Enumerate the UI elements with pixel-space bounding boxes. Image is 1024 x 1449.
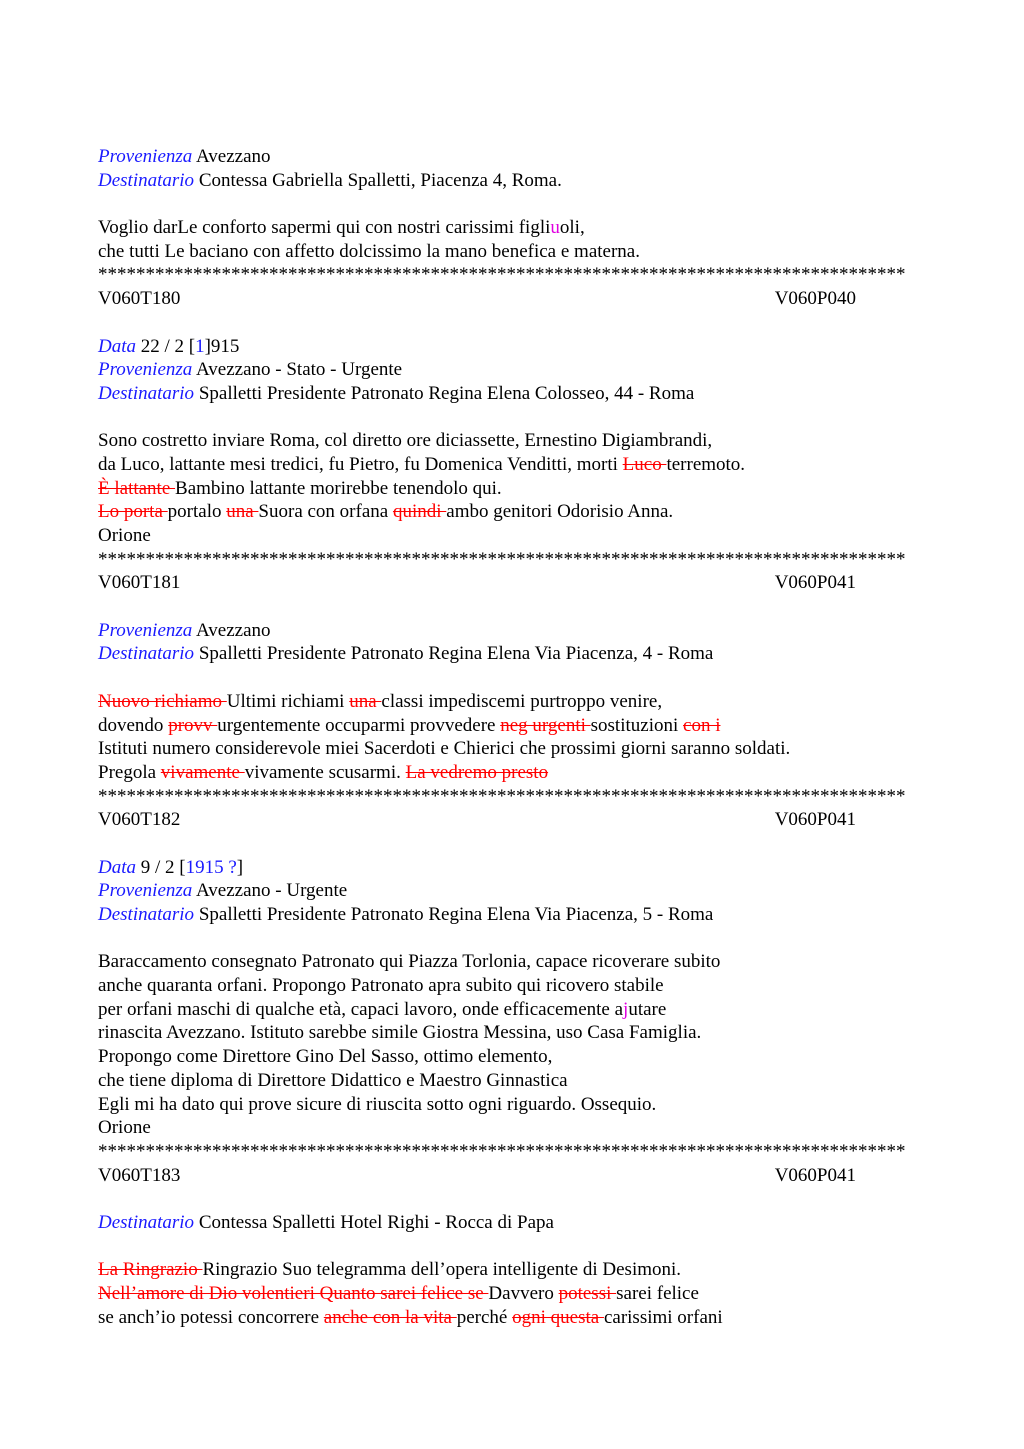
deleted-text: anche con la vita xyxy=(323,1306,457,1328)
destinatario-line xyxy=(98,903,938,927)
text-line: Lo porta portalo una Suora con orfana quindi ambo genitori Odorisio Anna. xyxy=(98,501,674,523)
provenienza-label: Provenienza xyxy=(98,619,193,641)
destinatario-line xyxy=(98,169,938,193)
deleted-text: ogni questa xyxy=(512,1306,604,1328)
text-line: dovendo provv urgentemente occuparmi provvedere neg urgenti sostituzioni con i xyxy=(98,714,721,736)
deleted-text: Luco xyxy=(622,453,667,475)
document-codes xyxy=(98,1164,856,1188)
editorial-insertion: 1915 ? xyxy=(185,856,237,878)
page-code: V060P040 xyxy=(774,288,856,310)
text-line: Egli mi ha dato qui prove sicure di riuscita sotto ogni riguardo. Ossequio. xyxy=(98,1093,657,1115)
provenienza-line xyxy=(98,879,938,903)
text-line: rinascita Avezzano. Istituto sarebbe simile Giostra Messina, uso Casa Famiglia. xyxy=(98,1022,702,1044)
destinatario-line xyxy=(98,1211,938,1235)
separator: ************************************************************************************* xyxy=(98,785,906,807)
document-body xyxy=(98,145,938,1329)
inserted-letter: j xyxy=(623,998,629,1020)
destinatario-value: Spalletti Presidente Patronato Regina Elena Via Piacenza, 4 - Roma xyxy=(198,643,714,665)
deleted-text: quindi xyxy=(392,501,447,523)
text-line: Sono costretto inviare Roma, col diretto ore diciassette, Ernestino Digiambrandi, xyxy=(98,430,713,452)
destinatario-label: Destinatario xyxy=(98,169,195,191)
provenienza-value: Avezzano xyxy=(195,146,271,167)
separator: ************************************************************************************* xyxy=(98,548,906,570)
destinatario-label: Destinatario xyxy=(98,382,195,404)
editorial-insertion: 1 xyxy=(195,335,205,357)
separator: ************************************************************************************* xyxy=(98,264,906,286)
provenienza-line xyxy=(98,619,938,643)
document-codes xyxy=(98,287,856,311)
deleted-text: neg urgenti xyxy=(500,714,591,736)
text-line: che tutti Le baciano con affetto dolcissimo la mano benefica e materna. xyxy=(98,240,640,262)
text-line: se anch’io potessi concorrere anche con la vita perché ogni questa carissimi orfani xyxy=(98,1306,723,1328)
destinatario-label: Destinatario xyxy=(98,904,195,925)
document-codes xyxy=(98,808,856,832)
page-code: V060P041 xyxy=(774,809,856,831)
text-line: Voglio darLe conforto sapermi qui con nostri carissimi figliuoli, xyxy=(98,217,585,239)
provenienza-label: Provenienza xyxy=(98,880,193,902)
text-line: da Luco, lattante mesi tredici, fu Pietro, fu Domenica Venditti, morti Luco terremoto. xyxy=(98,453,746,475)
data-line: Data 22 / 2 [1]915 xyxy=(98,335,240,357)
text-line: Nell’amore di Dio volentieri Quanto sarei felice se Davvero potessi sarei felice xyxy=(98,1283,699,1304)
separator: ************************************************************************************* xyxy=(98,1140,906,1162)
text-line: La Ringrazio Ringrazio Suo telegramma dell’opera intelligente di Desimoni. xyxy=(98,1259,682,1281)
text-line: anche quaranta orfani. Propongo Patronato apra subito qui ricovero stabile xyxy=(98,975,664,997)
destinatario-value: Contessa Spalletti Hotel Righi - Rocca di Papa xyxy=(198,1211,554,1233)
provenienza-value: Avezzano xyxy=(195,619,271,641)
text-line: È lattante Bambino lattante morirebbe tenendolo qui. xyxy=(98,477,502,499)
provenienza-value: Avezzano - Stato - Urgente xyxy=(195,359,403,381)
deleted-text: una xyxy=(349,690,382,712)
deleted-text: vivamente xyxy=(160,761,245,783)
deleted-text: provv xyxy=(168,714,218,736)
page-code: V060P041 xyxy=(774,572,856,594)
deleted-text: La vedremo presto xyxy=(405,761,549,783)
provenienza-line xyxy=(98,358,938,382)
text-line: Pregola vivamente vivamente scusarmi. La vedremo presto xyxy=(98,761,549,783)
text-line: che tiene diploma di Direttore Didattico e Maestro Ginnastica xyxy=(98,1069,568,1091)
destinatario-value: Spalletti Presidente Patronato Regina Elena Via Piacenza, 5 - Roma xyxy=(198,904,714,925)
document-codes xyxy=(98,571,856,595)
signature: Orione xyxy=(98,1117,151,1139)
deleted-text: La Ringrazio xyxy=(98,1259,203,1281)
telegram-code: V060T181 xyxy=(98,572,181,594)
destinatario-line xyxy=(98,642,938,666)
deleted-text: È lattante xyxy=(98,477,176,499)
page-code: V060P041 xyxy=(774,1164,856,1186)
text-line: Nuovo richiamo Ultimi richiami una classi impediscemi purtroppo venire, xyxy=(98,690,663,712)
deleted-text: una xyxy=(226,501,259,523)
signature: Orione xyxy=(98,525,151,546)
text-line: Istituti numero considerevole miei Sacerdoti e Chierici che prossimi giorni saranno soldati. xyxy=(98,738,791,760)
data-label: Data xyxy=(98,856,136,878)
destinatario-value: Spalletti Presidente Patronato Regina Elena Colosseo, 44 - Roma xyxy=(198,382,695,404)
provenienza-label: Provenienza xyxy=(98,146,193,167)
text-line: Baraccamento consegnato Patronato qui Piazza Torlonia, capace ricoverare subito xyxy=(98,951,721,973)
destinatario-label: Destinatario xyxy=(98,1211,195,1233)
destinatario-line xyxy=(98,382,938,406)
inserted-letter: u xyxy=(550,217,560,239)
data-line: Data 9 / 2 [1915 ?] xyxy=(98,856,244,878)
telegram-code: V060T183 xyxy=(98,1164,181,1186)
deleted-text: Nell’amore di Dio volentieri Quanto sarei felice se xyxy=(98,1283,489,1304)
deleted-text: con i xyxy=(683,714,721,736)
telegram-code: V060T180 xyxy=(98,288,181,310)
destinatario-label: Destinatario xyxy=(98,643,195,665)
text-line: Propongo come Direttore Gino Del Sasso, ottimo elemento, xyxy=(98,1046,553,1068)
provenienza-value: Avezzano - Urgente xyxy=(195,880,348,902)
deleted-text: Nuovo richiamo xyxy=(98,690,227,712)
data-label: Data xyxy=(98,335,136,357)
text-line: per orfani maschi di qualche età, capaci lavoro, onde efficacemente ajutare xyxy=(98,998,667,1020)
destinatario-value: Contessa Gabriella Spalletti, Piacenza 4, Roma. xyxy=(198,169,562,191)
provenienza-label: Provenienza xyxy=(98,359,193,381)
deleted-text: potessi xyxy=(558,1283,617,1304)
deleted-text: Lo porta xyxy=(98,501,168,523)
telegram-code: V060T182 xyxy=(98,809,181,831)
provenienza-line xyxy=(98,145,938,169)
